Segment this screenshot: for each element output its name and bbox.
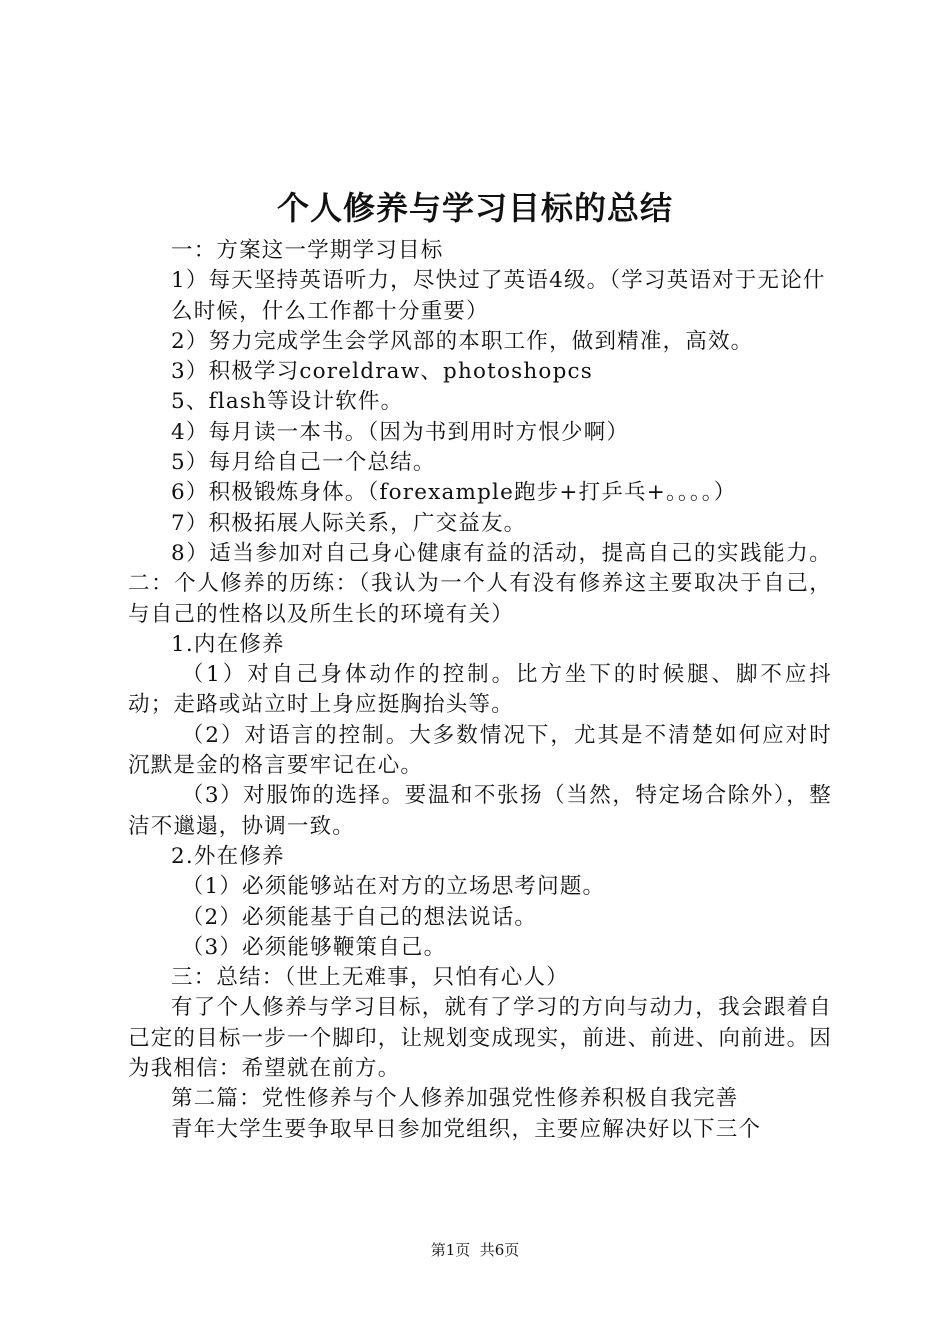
paragraph: 第二篇：党性修养与个人修养加强党性修养积极自我完善: [171, 1086, 739, 1112]
page-footer: 第1页 共6页: [430, 1241, 520, 1259]
paragraph: 么时候，什么工作都十分重要）: [171, 298, 489, 324]
paragraph: 8）适当参加对自己身心健康有益的活动，提高自己的实践能力。二：个人修养的历练：（我认为一个人有没有修养这主要取决于自己，与自己的性格以及所生长的环境有关）: [128, 540, 832, 627]
document-title: 个人修养与学习目标的总结: [276, 189, 673, 227]
paragraph: （2）对语言的控制。大多数情况下，尤其是不清楚如何应对时沉默是金的格言要牢记在心。: [128, 722, 832, 779]
paragraph: 青年大学生要争取早日参加党组织，主要应解决好以下三个: [171, 1116, 762, 1142]
paragraph: 2）努力完成学生会学风部的本职工作，做到精准，高效。: [171, 328, 754, 354]
paragraph: （1）必须能够站在对方的立场思考问题。: [181, 874, 606, 900]
paragraph: （2）必须能基于自己的想法说话。: [181, 904, 538, 930]
paragraph: 2.外在修养: [171, 843, 285, 869]
paragraph: 1）每天坚持英语听力，尽快过了英语4级。（学习英语对于无论什: [171, 268, 826, 294]
paragraph: 3）积极学习coreldraw、photoshopcs: [171, 359, 594, 385]
paragraph: 三：总结：（世上无难事，只怕有心人）: [171, 965, 569, 991]
paragraph: 4）每月读一本书。（因为书到用时方恨少啊）: [171, 419, 630, 445]
paragraph: 6）积极锻炼身体。（forexample跑步+打乒乓+。。。。）: [171, 480, 737, 506]
paragraph: 5）每月给自己一个总结。: [171, 450, 436, 476]
paragraph: 7）积极拓展人际关系，广交益友。: [171, 510, 527, 536]
paragraph: 1.内在修养: [171, 631, 285, 657]
paragraph: （3）必须能够鞭策自己。: [181, 934, 447, 960]
paragraph: 有了个人修养与学习目标，就有了学习的方向与动力，我会跟着自己定的目标一步一个脚印，让规划变成现实，前进、前进、向前进。因为我相信：希望就在前方。: [128, 995, 832, 1082]
paragraph: （3）对服饰的选择。要温和不张扬（当然，特定场合除外），整洁不邋遢，协调一致。: [128, 783, 832, 839]
paragraph: （1）对自己身体动作的控制。比方坐下的时候腿、脚不应抖动；走路或站立时上身应挺胸抬头等。: [128, 662, 832, 718]
document-body: [128, 236, 832, 1145]
paragraph: 5、flash等设计软件。: [171, 389, 404, 415]
paragraph: 一：方案这一学期学习目标: [171, 238, 444, 263]
